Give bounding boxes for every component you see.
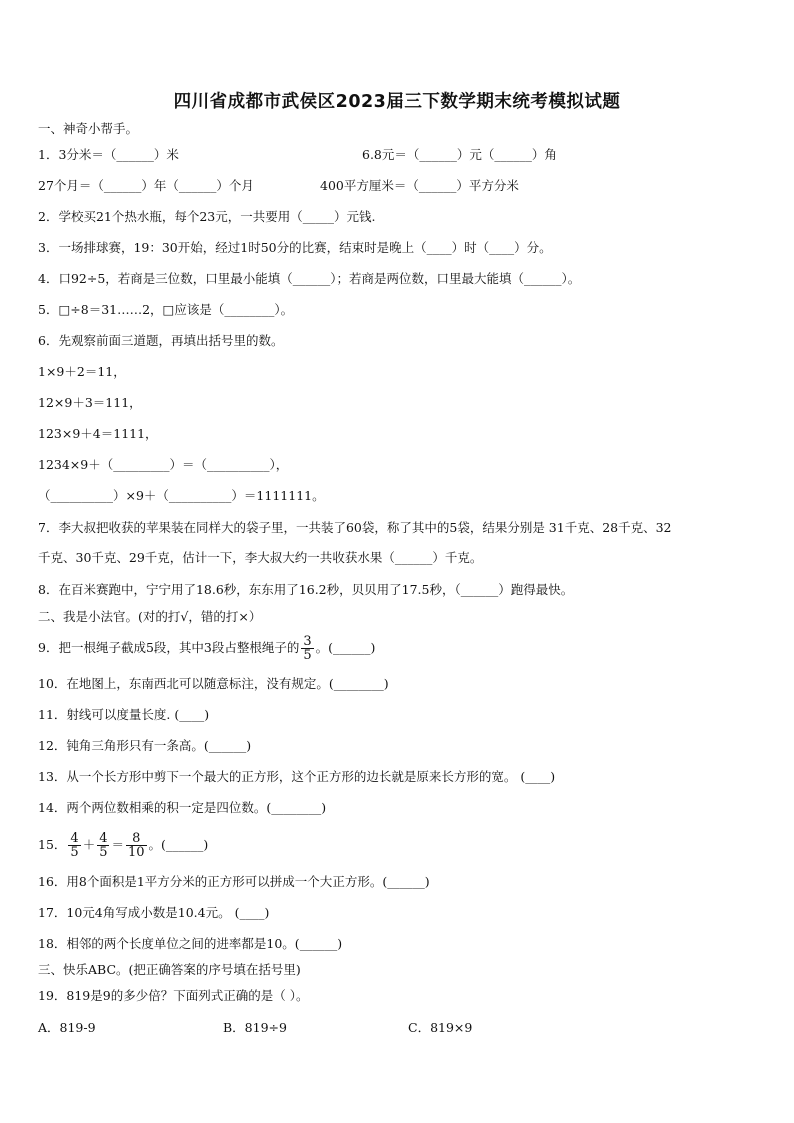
page-title: 四川省成都市武侯区2023届三下数学期末统考模拟试题	[173, 92, 621, 112]
question-6-line-3: 123×9＋4＝1111，	[38, 426, 158, 441]
question-14: 14．两个两位数相乘的积一定是四位数。(________)	[38, 800, 327, 815]
question-1b: 6.8元＝（______）元（______）角	[362, 147, 557, 162]
fraction-denominator: 5	[303, 648, 312, 663]
question-16: 16．用8个面积是1平方分米的正方形可以拼成一个大正方形。(______)	[38, 874, 430, 889]
fraction-numerator: 3	[303, 634, 312, 649]
question-17: 17．10元4角写成小数是10.4元。 (____)	[38, 905, 270, 920]
section-heading-2: 二、我是小法官。(对的打√，错的打×）	[38, 609, 262, 624]
question-9	[38, 630, 375, 666]
question-8: 8．在百米赛跑中，宁宁用了18.6秒，东东用了16.2秒，贝贝用了17.5秒，（______）跑得最快。	[38, 582, 574, 597]
option-b: B．819÷9	[223, 1020, 287, 1035]
question-6: 6．先观察前面三道题，再填出括号里的数。	[38, 333, 284, 348]
question-10: 10．在地图上，东南西北可以随意标注，没有规定。(________)	[38, 676, 389, 691]
question-11: 11．射线可以度量长度. (____)	[38, 707, 210, 722]
question-19: 19．819是9的多少倍？下面列式正确的是（ ）。	[38, 988, 309, 1003]
equals-sign: ＝	[111, 837, 124, 852]
fraction-three-fifths	[301, 635, 313, 662]
question-7-line-2: 千克、30千克、29千克，估计一下，李大叔大约一共收获水果（______）千克。	[38, 550, 483, 565]
question-4: 4．口92÷5，若商是三位数，口里最小能填（______）；若商是两位数，口里最大能填（______）。	[38, 271, 581, 286]
question-12: 12．钝角三角形只有一条高。(______)	[38, 738, 252, 753]
question-9-text: 9．把一根绳子截成5段，其中3段占整根绳子的	[38, 640, 300, 655]
question-5: 5．□÷8＝31……2，□应该是（________）。	[38, 302, 294, 317]
section-heading-3: 三、快乐ABC。(把正确答案的序号填在括号里)	[38, 962, 301, 977]
option-a: A．819-9	[38, 1020, 96, 1035]
option-c: C．819×9	[408, 1020, 473, 1035]
question-6-line-1: 1×9＋2＝11，	[38, 364, 126, 379]
question-1c: 27个月＝（______）年（______）个月	[38, 178, 254, 193]
question-3: 3．一场排球赛，19：30开始，经过1时50分的比赛，结束时是晚上（____）时（____）分。	[38, 240, 552, 255]
fraction-numerator: 4	[99, 831, 108, 846]
question-6-line-2: 12×9＋3＝111，	[38, 395, 142, 410]
fraction-numerator: 8	[132, 831, 141, 846]
fraction-denominator: 5	[70, 845, 79, 860]
question-7-line-1: 7．李大叔把收获的苹果装在同样大的袋子里，一共装了60袋，称了其中的5袋，结果分别是 31千克、28千克、32	[38, 520, 672, 535]
fraction-numerator: 4	[70, 831, 79, 846]
question-15-answer: 。(______)	[148, 837, 209, 852]
question-6-line-4: 1234×9＋（_________）＝（__________），	[38, 457, 289, 472]
question-1d: 400平方厘米＝（______）平方分米	[320, 178, 519, 193]
plus-sign: ＋	[82, 837, 96, 852]
question-1a: 1．3分米＝（______）米	[38, 147, 179, 162]
question-2: 2．学校买21个热水瓶，每个23元，一共要用（_____）元钱.	[38, 209, 376, 224]
question-15	[38, 826, 208, 864]
fraction-four-fifths-b	[97, 832, 109, 859]
question-13: 13．从一个长方形中剪下一个最大的正方形，这个正方形的边长就是原来长方形的宽。 (____)	[38, 769, 556, 784]
fraction-four-fifths-a	[68, 832, 80, 859]
fraction-denominator: 10	[128, 845, 145, 860]
question-9-answer: 。(______)	[315, 640, 376, 655]
question-15-number: 15．	[38, 837, 67, 852]
question-18: 18．相邻的两个长度单位之间的进率都是10。(______)	[38, 936, 343, 951]
section-heading-1: 一、神奇小帮手。	[38, 121, 139, 136]
fraction-eight-tenths	[126, 832, 147, 859]
fraction-denominator: 5	[99, 845, 108, 860]
question-6-line-5: （__________）×9＋（__________）＝1111111。	[38, 488, 325, 503]
